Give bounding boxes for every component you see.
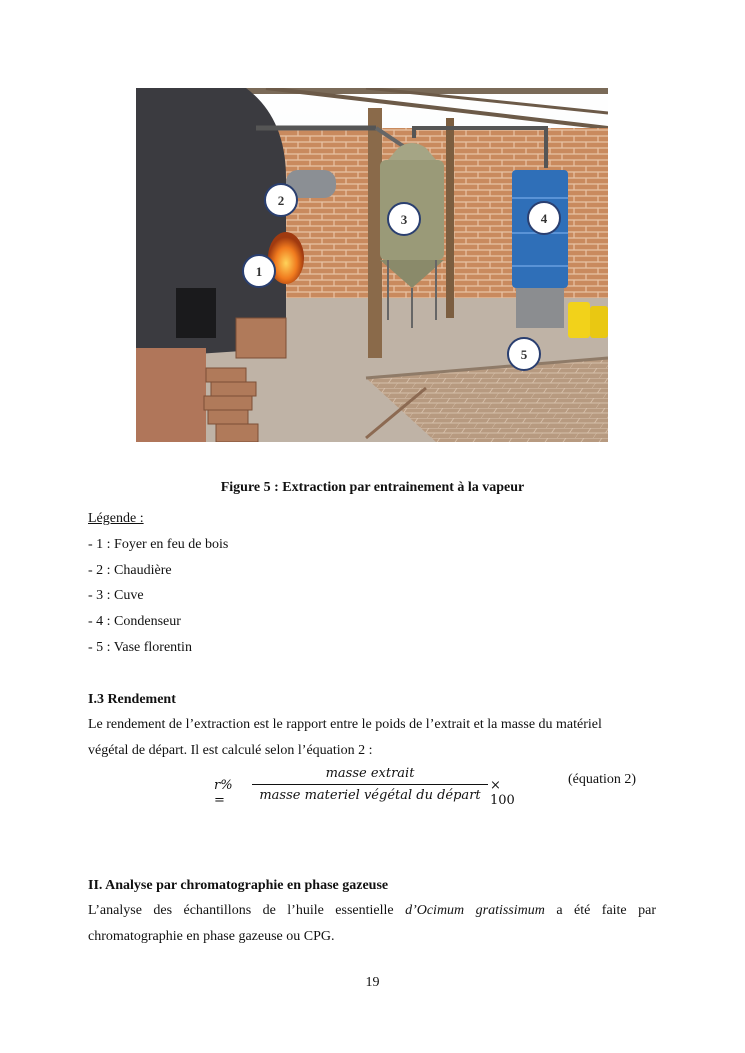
species-name: d’Ocimum gratissimum [405, 903, 545, 918]
equation-numerator: masse extrait [252, 766, 488, 785]
marker-3 [388, 203, 420, 235]
rendement-heading: I.3 Rendement [88, 692, 176, 707]
marker-5 [508, 338, 540, 370]
marker-5-label: 5 [520, 347, 528, 362]
legend-item-5: - 5 : Vase florentin [88, 640, 192, 655]
equation-rhs: × 100 [490, 778, 515, 808]
rendement-text-line2: végétal de départ. Il est calculé selon l’équation 2 : [88, 743, 373, 758]
marker-2-label: 2 [277, 193, 285, 208]
steam-distillation-photo [136, 88, 608, 442]
page-number: 19 [365, 975, 380, 990]
cpg-text-after: a été faite par chromatographie en phase gazeuse ou CPG. [88, 903, 656, 944]
marker-3-label: 3 [400, 212, 408, 227]
cpg-text-before: L’analyse des échantillons de l’huile essentielle [88, 903, 406, 918]
equation-lhs: r% = [214, 778, 233, 808]
cpg-heading: II. Analyse par chromatographie en phase gazeuse [88, 878, 389, 893]
legend-item-3: - 3 : Cuve [88, 588, 144, 603]
marker-4 [528, 202, 560, 234]
equation-label: (équation 2) [568, 772, 637, 787]
equation-fraction [252, 766, 488, 803]
figure-caption: Figure 5 : Extraction par entrainement à la vapeur [220, 480, 525, 495]
legend-item-2: - 2 : Chaudière [88, 563, 172, 578]
marker-4-label: 4 [540, 211, 548, 226]
marker-2 [265, 184, 297, 216]
legend-item-4: - 4 : Condenseur [88, 614, 181, 629]
legend-item-1: - 1 : Foyer en feu de bois [88, 537, 229, 552]
rendement-text-line1: Le rendement de l’extraction est le rapport entre le poids de l’extrait et la masse du matériel [88, 717, 602, 732]
cpg-paragraph [88, 898, 656, 950]
marker-1 [243, 255, 275, 287]
marker-1-label: 1 [255, 264, 263, 279]
equation-denominator: masse materiel végétal du départ [259, 788, 481, 803]
legend-title: Légende : [88, 511, 144, 526]
